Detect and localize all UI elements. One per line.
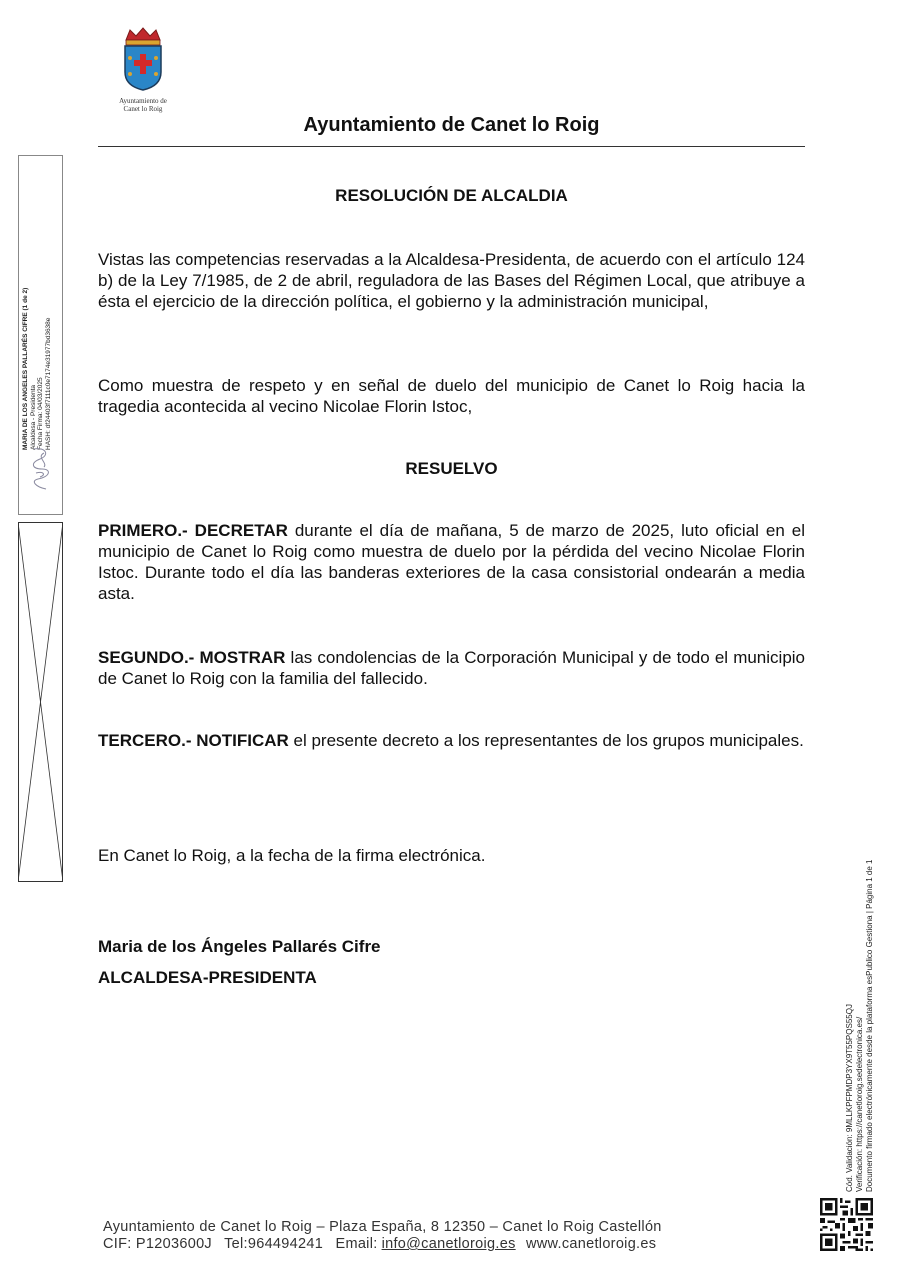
footer-address: Ayuntamiento de Canet lo Roig – Plaza España, 8 12350 – Canet lo Roig Castellón [103, 1219, 662, 1235]
paragraph-duelo: Como muestra de respeto y en señal de duelo del municipio de Canet lo Roig hacia la tragedia acontecida al vecino Nicolae Florin Istoc, [98, 376, 805, 416]
verification-url: Verificación: https://canetloroig.sedelectronica.es/ [855, 1016, 864, 1192]
validation-code: Cód. Validación: 9MLLKPFPMDP3YX9T55PQS55QJ [845, 1004, 854, 1192]
paragraph-tercero [98, 730, 805, 751]
empty-signature-slot [18, 522, 63, 882]
signature-scribble-icon [26, 445, 56, 493]
stamp-hash: HASH: df24403f7111c0e7174e31977bd3638e [44, 317, 52, 450]
stamp-sign-date: Fecha Firma: 04/03/2025 [37, 377, 44, 450]
closing-line: En Canet lo Roig, a la fecha de la firma electrónica. [98, 846, 486, 865]
tercero-text: el presente decreto a los representantes de los grupos municipales. [288, 731, 804, 750]
tercero-lead: TERCERO.- NOTIFICAR [98, 731, 289, 750]
paragraph-segundo [98, 647, 805, 689]
footer-contact [103, 1236, 803, 1253]
paragraph-competencias: Vistas las competencias reservadas a la Alcaldesa-Presidenta, de acuerdo con el artículo 124 b) de la Ley 7/1985, de 2 de abril, reguladora de las Bases del Régimen Local, que atribuye a ésta el ejercicio de la dirección política, el gobierno y la administración municipal, [98, 250, 805, 311]
signer-name: Maria de los Ángeles Pallarés Cifre [98, 937, 381, 956]
header-divider [98, 146, 805, 147]
footer-tel: Tel:964494241 [224, 1236, 324, 1252]
primero-text: durante el día de mañana, 5 de marzo de 2025, luto oficial en el municipio de Canet lo Roig como muestra de duelo por la pérdida del vecino Nicolae Florin Istoc. Durante todo el día las banderas exteriores de la casa consistorial ondearán a media asta. [98, 521, 805, 603]
stamp-signer-name: MARIA DE LOS ANGELES PALLARÉS CIFRE (1 de 2) [22, 287, 29, 450]
footer-email-link[interactable]: info@canetloroig.es [381, 1236, 516, 1252]
segundo-text: las condolencias de la Corporación Municipal y de todo el municipio de Canet lo Roig con la familia del fallecido. [98, 648, 806, 688]
municipal-coat-of-arms [108, 26, 178, 112]
signature-stamp-text [22, 150, 52, 450]
footer-cif: CIF: P1203600J [103, 1236, 212, 1252]
header-title: Ayuntamiento de Canet lo Roig [303, 114, 600, 136]
logo-caption-line2: Canet lo Roig [123, 105, 163, 113]
segundo-lead: SEGUNDO.- MOSTRAR [98, 648, 286, 667]
paragraph-primero [98, 520, 805, 604]
platform-note: Documento firmado electrónicamente desde la plataforma esPublico Gestiona | Página 1 de 1 [865, 859, 874, 1192]
resuelvo-heading: RESUELVO [405, 459, 498, 478]
primero-lead: PRIMERO.- DECRETAR [98, 521, 288, 540]
logo-caption-line1: Ayuntamiento de [119, 97, 167, 105]
signer-role: ALCALDESA-PRESIDENTA [98, 968, 317, 987]
page-footer [103, 1219, 803, 1253]
coat-of-arms-icon [120, 26, 166, 92]
footer-email-label: Email: [335, 1236, 378, 1252]
document-title: RESOLUCIÓN DE ALCALDIA [335, 186, 568, 205]
qr-code-icon [820, 1198, 873, 1251]
stamp-signer-role: Alcaldesa - Presidenta [29, 384, 37, 450]
verification-text [845, 792, 875, 1192]
footer-web: www.canetloroig.es [525, 1236, 657, 1252]
